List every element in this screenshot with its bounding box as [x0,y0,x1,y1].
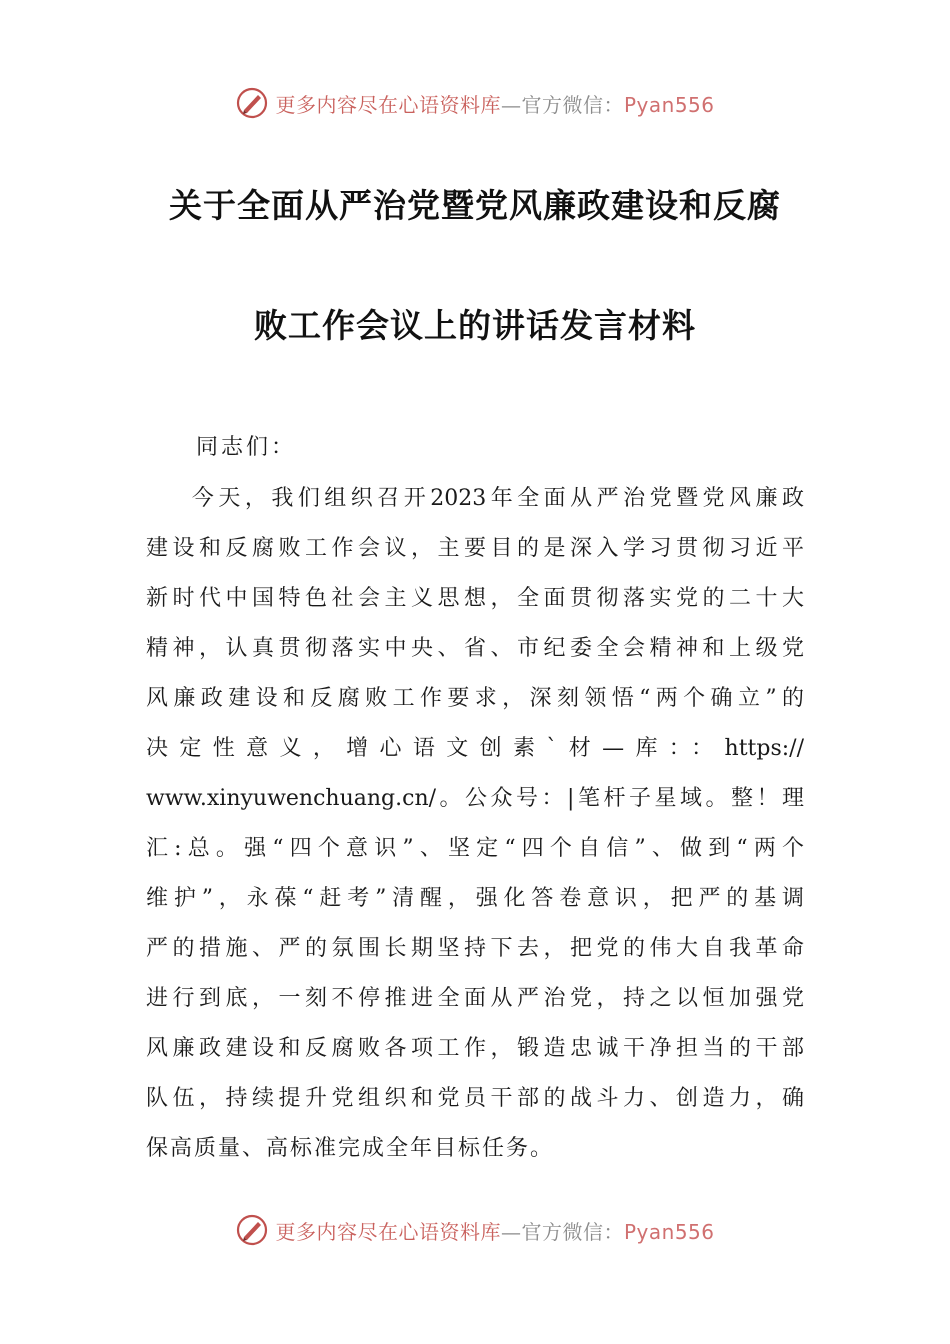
paragraph-line: 今天，我们组织召开2023年全面从严治党暨党风廉政 [146,486,804,511]
header-watermark [0,83,950,123]
paragraph-line: 进行到底，一刻不停推进全面从严治党，持之以恒加强党 [146,986,804,1011]
watermark-text: 更多内容尽在心语资料库—官方微信：Pyan556 [275,92,715,117]
paragraph-line: 精神，认真贯彻落实中央、省、市纪委全会精神和上级党 [146,636,804,661]
document-title-line-1: 关于全面从严治党暨党风廉政建设和反腐 [169,186,781,225]
paragraph-line: 风廉政建设和反腐败工作要求，深刻领悟“两个确立”的 [146,686,804,711]
paragraph-line: 保高质量、高标准完成全年目标任务。 [146,1136,555,1161]
paragraph-line: 风廉政建设和反腐败各项工作，锻造忠诚干净担当的干部 [146,1036,804,1061]
paragraph-line: 汇:总。强“四个意识”、坚定“四个自信”、做到“两个 [146,836,804,861]
paragraph-line: 决定性意义，增心语文创素`材—库：：https:// [146,736,804,761]
paragraph-line: 严的措施、严的氛围长期坚持下去，把党的伟大自我革命 [146,936,804,961]
paragraph-line: www.xinyuwenchuang.cn/。公众号：|笔杆子星域。整！理 [146,786,804,811]
greeting: 同志们： [196,435,297,460]
footer-watermark [0,1210,950,1250]
paragraph-line: 建设和反腐败工作会议，主要目的是深入学习贯彻习近平 [146,536,804,561]
document-title-line-2: 败工作会议上的讲话发言材料 [254,306,696,345]
paragraph-line: 维护”，永葆“赶考”清醒，强化答卷意识，把严的基调 [146,886,804,911]
watermark-text: 更多内容尽在心语资料库—官方微信：Pyan556 [275,1219,715,1244]
paragraph-line: 新时代中国特色社会主义思想，全面贯彻落实党的二十大 [146,586,804,611]
paragraph-line: 队伍，持续提升党组织和党员干部的战斗力、创造力，确 [146,1086,804,1111]
pen-logo-icon [235,1213,269,1247]
pen-logo-icon [235,86,269,120]
